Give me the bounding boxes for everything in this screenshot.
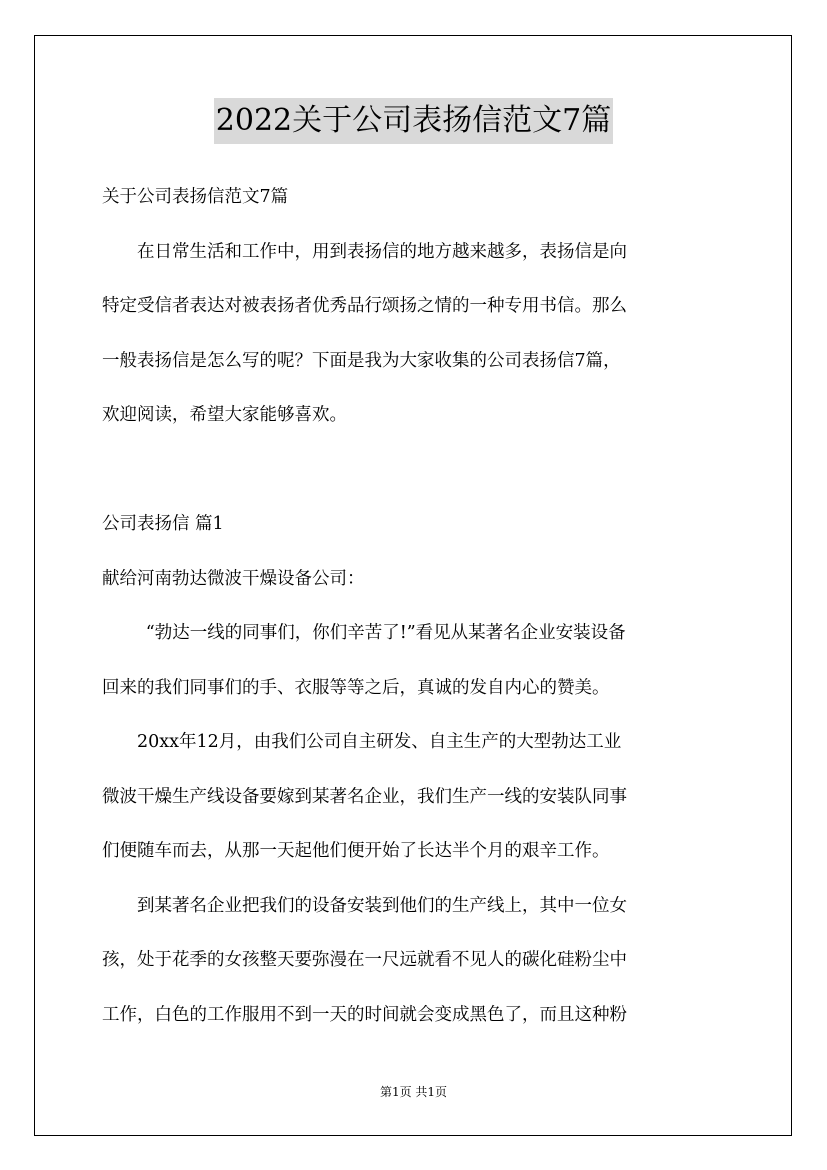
paragraph-line: 孩，处于花季的女孩整天要弥漫在一尺远就看不见人的碳化硅粉尘中 xyxy=(102,950,627,970)
body-paragraph-1 xyxy=(102,606,730,715)
page-footer xyxy=(0,1084,827,1100)
title-container xyxy=(0,98,827,144)
paragraph-line: 微波干燥生产线设备要嫁到某著名企业，我们生产一线的安装队同事 xyxy=(102,786,627,807)
salutation: 献给河南勃达微波干燥设备公司： xyxy=(102,568,365,589)
intro-line: 欢迎阅读，希望大家能够喜欢。 xyxy=(102,405,347,425)
body-paragraph-3 xyxy=(102,879,730,1043)
paragraph-line: 工作，白色的工作服用不到一天的时间就会变成黑色了，而且这种粉 xyxy=(102,1004,627,1025)
section-heading: 公司表扬信 篇1 xyxy=(102,514,224,534)
paragraph-line: “勃达一线的同事们，你们辛苦了!”看见从某著名企业安装设备 xyxy=(145,623,626,643)
page-number: 第1页 共1页 xyxy=(379,1085,448,1099)
document-title: 2022关于公司表扬信范文7篇 xyxy=(214,98,613,144)
intro-line: 特定受信者表达对被表扬者优秀品行颂扬之情的一种专用书信。那么 xyxy=(102,296,627,316)
paragraph-line: 到某著名企业把我们的设备安装到他们的生产线上，其中一位女 xyxy=(137,895,627,916)
paragraph-line: 们便随车而去，从那一天起他们便开始了长达半个月的艰辛工作。 xyxy=(102,841,610,861)
document-subtitle: 关于公司表扬信范文7篇 xyxy=(102,187,289,207)
paragraph-line: 20xx年12月，由我们公司自主研发、自主生产的大型勃达工业 xyxy=(137,732,622,752)
body-paragraph-2 xyxy=(102,715,730,879)
intro-paragraph xyxy=(102,225,730,443)
intro-line: 一般表扬信是怎么写的呢？下面是我为大家收集的公司表扬信7篇， xyxy=(102,350,621,371)
paragraph-line: 回来的我们同事们的手、衣服等等之后，真诚的发自内心的赞美。 xyxy=(102,677,610,698)
blank-line xyxy=(102,443,730,498)
intro-line: 在日常生活和工作中，用到表扬信的地方越来越多，表扬信是向 xyxy=(137,241,627,262)
document-body xyxy=(102,170,730,1042)
